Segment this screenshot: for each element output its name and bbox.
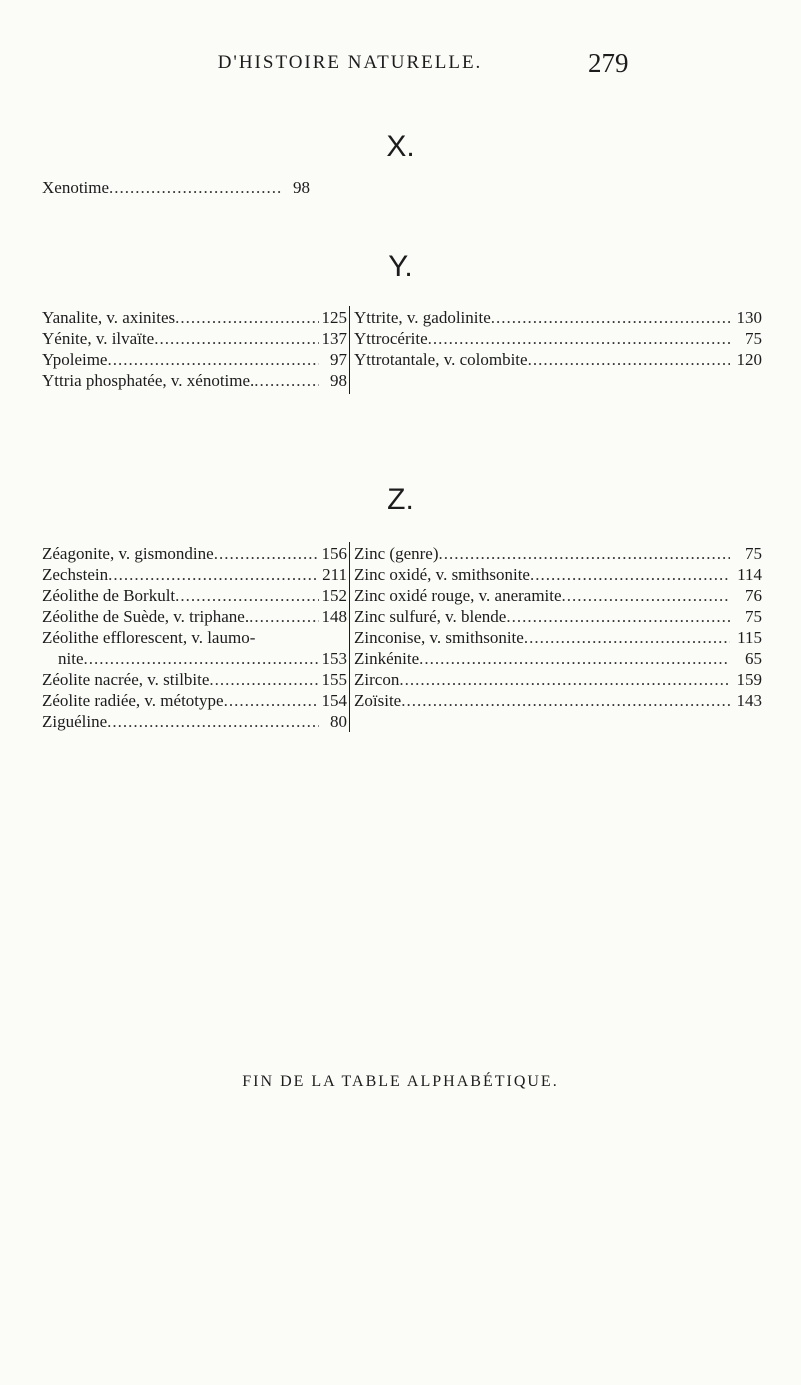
entry-name: Xenotime: [42, 178, 110, 197]
entry-page: 114: [737, 565, 762, 584]
entry-name: Zéolithe de Borkult: [42, 586, 176, 605]
entry-page: 143: [736, 691, 762, 710]
entry-name: Zinc (genre): [354, 544, 439, 563]
index-entry: [42, 670, 347, 691]
leader-dots: [401, 691, 730, 711]
entry-name: Zéolite radiée, v. métotype: [42, 691, 224, 710]
entry-name: Zechstein: [42, 565, 109, 584]
index-entry: [354, 670, 762, 691]
index-entry: [354, 544, 762, 565]
leader-dots: [562, 586, 730, 606]
leader-dots: [209, 670, 319, 690]
entry-name: Yttrocérite: [354, 329, 428, 348]
section-letter-x: X.: [386, 130, 415, 163]
index-entry: [354, 691, 762, 712]
entry-name: Zinc oxidé, v. smithsonite: [354, 565, 530, 584]
entry-name: Zircon: [354, 670, 400, 689]
entry-page: 156: [321, 544, 347, 563]
entry-name: Zéagonite, v. gismondine: [42, 544, 214, 563]
index-entry: [354, 329, 762, 350]
entry-name: Zoïsite: [354, 691, 402, 710]
entry-name: Yénite, v. ilvaïte: [42, 329, 155, 348]
leader-dots: [524, 628, 730, 648]
entry-page: 125: [321, 308, 347, 327]
entry-page: 80: [330, 712, 347, 731]
index-entry: [42, 308, 347, 329]
entry-page: 97: [330, 350, 347, 369]
entry-page: 148: [321, 607, 347, 626]
leader-dots: [175, 586, 319, 606]
index-entry: [354, 649, 762, 670]
entry-name-continuation: nite: [58, 649, 84, 668]
leader-dots: [154, 329, 319, 349]
section-y-right-column: [354, 308, 762, 371]
end-of-index-note: FIN DE LA TABLE ALPHABÉTIQUE.: [242, 1073, 559, 1090]
leader-dots: [214, 544, 319, 564]
entry-page: 98: [293, 178, 310, 197]
leader-dots: [249, 607, 319, 627]
leader-dots: [107, 712, 319, 732]
entry-page: 76: [745, 586, 762, 605]
entry-page: 159: [736, 670, 762, 689]
entry-page: 120: [736, 350, 762, 369]
entry-name: Zinc sulfuré, v. blende: [354, 607, 507, 626]
leader-dots: [530, 565, 730, 585]
leader-dots: [108, 565, 319, 585]
section-y-left-column: [42, 308, 347, 392]
leader-dots: [491, 308, 730, 328]
page-number: 279: [588, 48, 629, 78]
leader-dots: [438, 544, 730, 564]
section-letter-y: Y.: [388, 250, 413, 283]
entry-name: Yttrotantale, v. colombite: [354, 350, 528, 369]
entry-name: Zéolithe de Suède, v. triphane.: [42, 607, 250, 626]
entry-page: 137: [321, 329, 347, 348]
section-z-left-column: [42, 544, 347, 733]
index-entry: [42, 544, 347, 565]
index-entry: [354, 586, 762, 607]
entry-page: 211: [322, 565, 347, 584]
entry-page: 65: [745, 649, 762, 668]
entry-page: 75: [745, 329, 762, 348]
column-divider: [349, 542, 350, 732]
index-entry: [42, 178, 310, 199]
entry-name: Yttrite, v. gadolinite: [354, 308, 491, 327]
leader-dots: [428, 329, 730, 349]
leader-dots: [175, 308, 319, 328]
entry-page: 152: [321, 586, 347, 605]
entry-name-first-line: Zéolithe efflorescent, v. laumo-: [42, 628, 256, 647]
running-header-title: D'HISTOIRE NATURELLE.: [217, 52, 483, 73]
entry-page: 130: [736, 308, 762, 327]
leader-dots: [399, 670, 730, 690]
section-z-right-column: [354, 544, 762, 712]
index-entry: [354, 308, 762, 329]
column-divider: [349, 306, 350, 394]
leader-dots: [419, 649, 730, 669]
index-entry: [42, 649, 347, 670]
entry-page: 154: [321, 691, 347, 710]
entry-name: Zinc oxidé rouge, v. aneramite: [354, 586, 562, 605]
entry-name: Yttria phosphatée, v. xénotime.: [42, 371, 255, 390]
leader-dots: [528, 350, 730, 370]
index-entry: [42, 329, 347, 350]
entry-page: 75: [745, 607, 762, 626]
leader-dots: [109, 178, 282, 198]
index-entry: [42, 691, 347, 712]
index-entry: [42, 586, 347, 607]
entry-name: Ziguéline: [42, 712, 108, 731]
leader-dots: [84, 649, 320, 669]
entry-page: 155: [321, 670, 347, 689]
entry-name: Zéolite nacrée, v. stilbite: [42, 670, 210, 689]
index-entry: [42, 350, 347, 371]
leader-dots: [254, 371, 319, 391]
index-entry: [354, 565, 762, 586]
entry-page: 75: [745, 544, 762, 563]
section-letter-z: Z.: [387, 483, 414, 516]
entry-page: 115: [737, 628, 762, 647]
section-x-entries: [42, 178, 310, 199]
entry-name: Zinconise, v. smithsonite: [354, 628, 524, 647]
entry-name: Yanalite, v. axinites: [42, 308, 176, 327]
index-entry: [42, 371, 347, 392]
entry-page: 98: [330, 371, 347, 390]
index-entry: [354, 607, 762, 628]
index-entry: [354, 628, 762, 649]
entry-page: 153: [321, 649, 347, 668]
entry-name: Ypoleime: [42, 350, 108, 369]
index-entry: [42, 565, 347, 586]
index-entry: [42, 712, 347, 733]
index-entry: [42, 607, 347, 628]
leader-dots: [224, 691, 319, 711]
leader-dots: [107, 350, 319, 370]
leader-dots: [506, 607, 730, 627]
entry-name: Zinkénite: [354, 649, 420, 668]
index-entry: [354, 350, 762, 371]
